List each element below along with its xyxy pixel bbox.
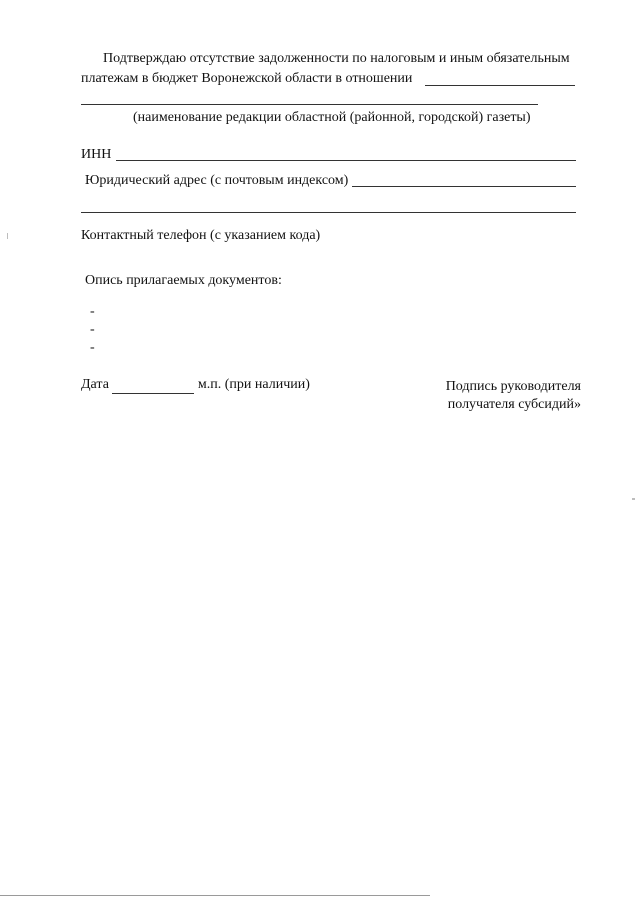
documents-item: - [90, 304, 95, 319]
date-blank [112, 376, 194, 394]
legal-address-blank-2 [81, 212, 576, 213]
legal-address-row [85, 172, 348, 189]
date-label: Дата [81, 377, 109, 392]
inn-blank [116, 160, 576, 161]
date-row [81, 376, 310, 394]
scan-speck [7, 233, 8, 239]
scan-bottom-edge [0, 895, 430, 896]
scan-speck [632, 498, 635, 500]
documents-title: Опись прилагаемых документов: [85, 273, 282, 288]
confirmation-line-1: Подтверждаю отсутствие задолженности по налоговым и иным обязательным [103, 51, 570, 66]
documents-item: - [90, 340, 95, 355]
legal-address-label: Юридический адрес (с почтовым индексом) [85, 173, 349, 188]
signature-line-1: Подпись руководителя [445, 379, 581, 394]
newspaper-name-blank-1 [425, 85, 575, 86]
signature-line-2: получателя субсидий» [447, 397, 581, 412]
inn-label: ИНН [81, 147, 112, 162]
newspaper-name-caption: (наименование редакции областной (районной, городской) газеты) [133, 110, 531, 125]
newspaper-name-blank-2 [81, 104, 538, 105]
phone-label: Контактный телефон (с указанием кода) [81, 228, 321, 243]
confirmation-line-2: платежам в бюджет Воронежской области в отношении [81, 71, 413, 86]
stamp-label: м.п. (при наличии) [197, 377, 310, 392]
inn-row [81, 146, 111, 163]
legal-address-blank-1 [352, 186, 576, 187]
documents-item: - [90, 322, 95, 337]
phone-row [81, 227, 320, 244]
